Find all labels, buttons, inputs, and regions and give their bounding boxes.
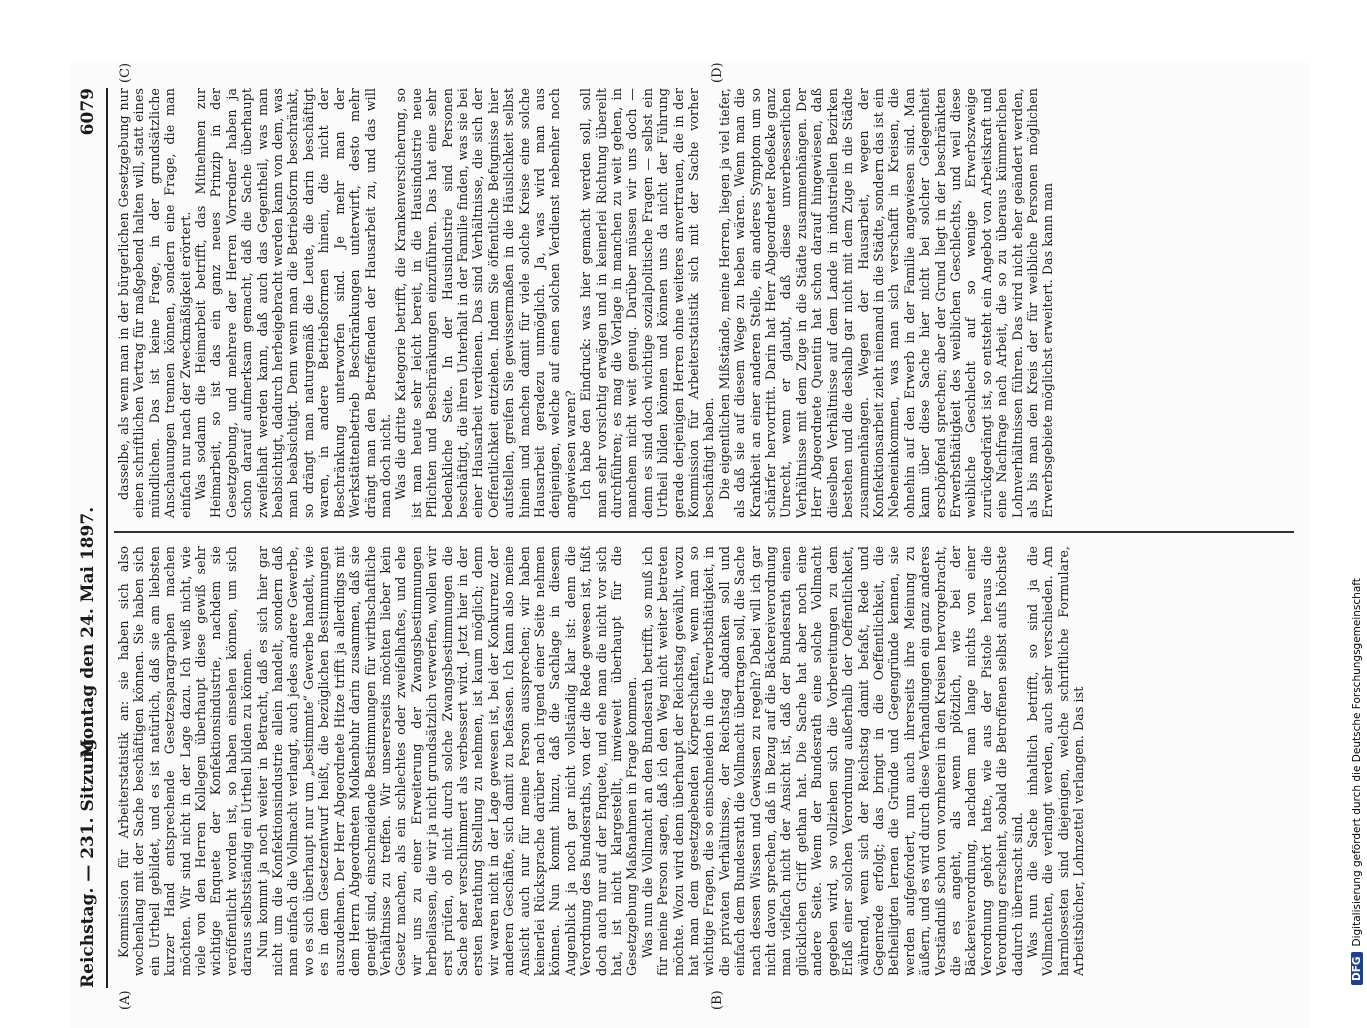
newspaper-sheet xyxy=(70,63,1310,1028)
rotated-sheet xyxy=(70,28,1350,1028)
paragraph: dasselbe, als wenn man in der bürgerlichen Gesetzgebung nur einen schriftlichen Vertrag für maßgebend halten will, statt eines mündlichen. Das ist keine Frage, in der grundsätzliche Anschauungen trennen können, sondern eine Frage, die man einfach nur nach der Zweckmäßigkeit erörtert. xyxy=(116,88,193,518)
text-column-left xyxy=(116,546,1296,976)
paragraph: Was sodann die Heimarbeit betrifft, das Mitnehmen zur Heimarbeit, so ist das ein ganz neues Prinzip in der Gesetzgebung, und mehrere der Herren Vorredner haben ja schon darauf aufmerksam gemacht, daß die Sache überhaupt zweifelhaft werden kann, daß auch das Gegentheil, was man beabsichtigt, dadurch herbeigebracht werden kann von dem, was man beabsichtigt. Denn wenn man die Betriebsform beschränkt, so drängt man naturgemäß die Leute, die darin beschäftigt waren, in andere Betriebsformen hinein, die nicht der Beschränkung unterworfen sind. Je mehr man der Werkstättenbetrieb Beschränkungen unterwirft, desto mehr drängt man den Betreffenden der Hausarbeit zu, und das will man doch nicht. xyxy=(193,88,393,518)
margin-letter-a: (A) xyxy=(118,990,133,1010)
header-left: Reichstag. — 231. Sitzung. xyxy=(78,732,98,988)
page-header xyxy=(78,88,104,988)
dfg-logo: DFG xyxy=(1351,952,1363,985)
margin-letter-b: (B) xyxy=(710,990,725,1010)
text-column-right xyxy=(116,88,1296,518)
paragraph: Kommission für Arbeiterstatistik an: sie haben sich also wochenlang mit der Sache beschäftigen können. Sie haben sich ein Urtheil gebildet, und es ist natürlich, daß sie am liebsten kurzer Hand entsprechende Gesetzesparagraphen machen möchten. Wir sind nicht in der Lage dazu. Ich weiß nicht, wie viele von den Herren Kollegen überhaupt diese gewiß sehr wichtige Enquete der Konfektionsindustrie, nachdem sie veröffentlicht worden ist, so haben einsehen können, um sich daraus selbstständig ein Urtheil bilden zu können. xyxy=(116,546,255,976)
margin-letter-c: (C) xyxy=(118,62,133,83)
page-number: 6079 xyxy=(78,88,98,136)
paragraph: Was die dritte Kategorie betrifft, die Krankenversicherung, so ist man heute sehr leicht bereit, in die Hausindustrie neue Pflichten und Beschränkungen einzuführen. Das hat eine sehr bedenkliche Seite. In der Hausindustrie sind Personen beschäftigt, die ihren Unterhalt in der Familie finden, was sie bei einer Hausarbeit verdienen. Das sind Verhältnisse, die sich der Oeffentlichkeit entziehen. Indem Sie öffentliche Befugnisse hier aufstellen, greifen Sie gewissermaßen in die Häuslichkeit selbst hinein und machen damit für viele solche Kreise eine solche Hausarbeit geradezu unmöglich. Ja, was wird man aus denjenigen, welche auf einen solchen Verdienst nebenher noch angewiesen waren? xyxy=(393,88,578,518)
paragraph: Nun kommt ja noch weiter in Betracht, daß es sich hier gar nicht um die Konfektionsindustrie allein handelt, sondern daß man einfach die Vollmacht verlangt, auch jedes andere Gewerbe, wo es sich überhaupt nur um „bestimmte“ Gewerbe handelt, wie es in dem Gesetzentwurf heißt, die bezüglichen Bestimmungen auszudehnen. Der Herr Abgeordnete Hitze trifft ja allerdings mit dem Herrn Abgeordneten Molkenbuhr darin zusammen, daß sie geneigt sind, einschneidende Bestimmungen für wirthschaftliche Verhältnisse zu treffen. Wir unsererseits möchten lieber kein Gesetz machen, als ein schlechtes oder zweifelhaftes, und ehe wir uns zu einer Erweiterung der Zwangsbestimmungen herbeilassen, die wir ja nicht grundsätzlich verwerfen, wollen wir erst prüfen, ob nicht durch solche Zwangsbestimmungen die Sache eher verschlimmert als verbessert wird. Jetzt hier in der ersten Berathung Stellung zu nehmen, ist kaum möglich; denn wir waren nicht in der Lage gewesen ist, bei der Konkurrenz der anderen Geschäfte, sich damit zu befassen. Ich kann also meine Ansicht auch nur für meine Person aussprechen; wir haben keinerlei Rücksprache darüber nach irgend einer Seite nehmen können. Nun kommt hinzu, daß die Sachlage in diesem Augenblick ja noch gar nicht vollständig klar ist: denn die Verordnung des Bundesraths, von der die Rede gewesen ist, fußt doch auch nur auf der Enquete, und ehe man die nicht vor sich hat, ist nicht klargestellt, inwieweit überhaupt für die Gesetzgebung Maßnahmen in Frage kommen. xyxy=(254,546,640,976)
footer-strip xyxy=(1336,0,1363,1000)
funding-note: Digitalisierung gefördert durch die Deutsche Forschungsgemeinschaft xyxy=(1351,578,1363,947)
footer-credit xyxy=(1351,0,1367,985)
margin-letter-d: (D) xyxy=(710,62,725,83)
paragraph: Was nun die Vollmacht an den Bundesrath betrifft, so muß ich für meine Person sagen, daß ich den Weg nicht weiter betreten möchte. Wozu wird denn überhaupt der Reichstag gewählt, wozu hat man dem gesetzgebenden Körperschaften, wenn man so wichtige Fragen, die so einschneiden in die Erwerbsthätigkeit, in die privaten Verhältnisse, der Reichstag abdanken soll und einfach dem Bundesrath die Vollmacht übertragen soll, die Sache nach dessen Wissen und Gewissen zu regeln? Dabei will ich gar nicht davon sprechen, daß in Bezug auf die Bäckereiverordnung man vielfach nicht der Ansicht ist, daß der Bundesrath einen glücklichen Griff gethan hat. Die Sache hat aber noch eine andere Seite. Wenn der Bundesrath eine solche Vollmacht gegeben wird, so vollziehen sich die Vorbereitungen zu dem Erlaß einer solchen Verordnung außerhalb der Oeffentlichkeit, während, wenn sich der Reichstag damit befaßt, Rede und Gegenrede erfolgt; das bringt in die Oeffentlichkeit, die Betheiligten lernen die Gründe und Gegengründe kennen, sie werden aufgefordert, nun auch ihrerseits ihre Meinung zu äußern, und es wird durch diese Verhandlungen ein ganz anderes Verständniß schon von vornherein in den Kreisen hervorgebracht, die es angeht, als wenn plötzlich, wie bei der Bäckereiverordnung, nachdem man lange nichts von einer Verordnung gehört hatte, wie aus der Pistole heraus die Verordnung erscheint, sobald die Betroffenen selbst aufs höchste dadurch überrascht sind. xyxy=(639,546,1025,976)
paragraph: Was nun die Sache inhaltlich betrifft, so sind ja die Vollmachten, die verlangt werden, auch sehr verschieden. Am harmlosesten sind diejenigen, welche schriftliche Formulare, Arbeitsbücher, Lohnzettel verlangen. Das ist xyxy=(1024,546,1087,976)
header-rule xyxy=(106,88,108,988)
paragraph: Die eigentlichen Mißstände, meine Herren, liegen ja viel tiefer, als daß sie auf diesem Wege zu heben wären. Wenn man die Krankheit an einer anderen Stelle, ein anderes Symptom um so schärfer hervortritt. Darin hat Herr Abgeordneter Roeßeke ganz Unrecht, wenn er glaubt, daß diese unverbesserlichen Verhältnisse mit dem Zuge in die Städte zusammenhängen. Der Herr Abgeordnete Quentin hat schon darauf hingewiesen, daß dieselben Verhältnisse auf dem Lande in industriellen Bezirken bestehen und die deshalb gar nicht mit dem Zuge in die Städte zusammenhängen. Wegen der Hausarbeit, wegen der Konfektionsarbeit zieht niemand in die Städte, sondern das ist ein Nebeneinkommen, was man sich verschafft in Kreisen, die ohnehin auf den Erwerb in der Familie angewiesen sind. Man kann über diese Sache hier nicht bei solcher Gelegenheit erschöpfend sprechen; aber der Grund liegt in der beschränkten Erwerbsthätigkeit des weiblichen Geschlechts, und weil diese weibliche Geschlecht auf so wenige Erwerbszweige zurückgedrängt ist, so entsteht ein Angebot von Arbeitskraft und eine Nachfrage nach Arbeit, die so zu überaus kümmerlichen Lohnverhältnissen führen. Das wird nicht eher geändert werden, als bis man den Kreis der für weibliche Personen möglichen Erwerbsgebiete möglichst erweitert. Das kann man xyxy=(716,88,1056,518)
header-date: Montag den 24. Mai 1897. xyxy=(78,506,98,758)
paragraph: Ich habe den Eindruck: was hier gemacht werden soll, soll man sehr vorsichtig erwägen und in keinerlei Richtung übereilt durchführen; es mag die Vorlage in manchen zu weit gehen, in manchem nicht weit genug. Darüber müssen wir uns doch — denn es sind doch wichtige sozialpolitische Fragen — selbst ein Urtheil bilden können und können uns da nicht der Führung gerade derjenigen Herren ohne weiteres anvertrauen, die in der Kommission für Arbeiterstatistik sich mit der Sache vorher beschäftigt haben. xyxy=(578,88,717,518)
column-divider xyxy=(114,532,1294,534)
